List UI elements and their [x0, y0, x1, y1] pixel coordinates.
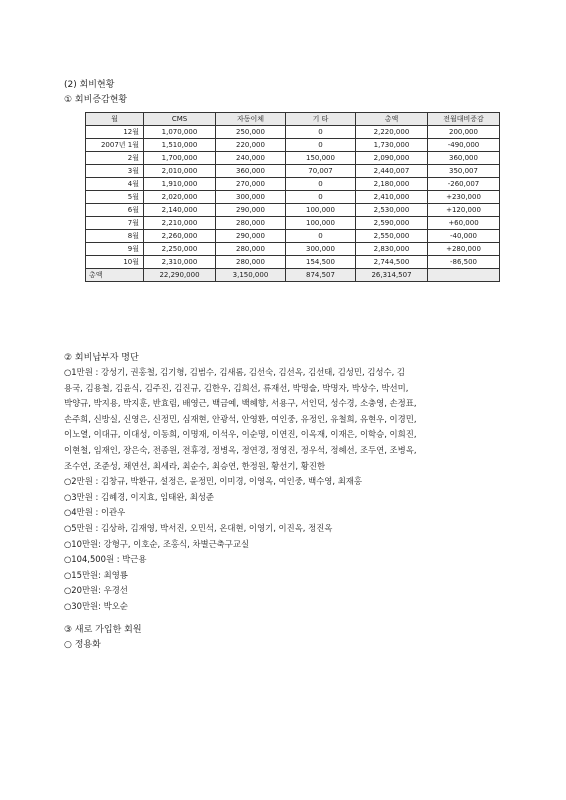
table-cell: 200,000 [428, 126, 500, 139]
table-cell: 2,744,500 [356, 256, 428, 269]
donor-line: ○1만원 : 강성기, 권홍철, 김기형, 김범수, 김새롬, 김선숙, 김선옥, 김선태, 김성민, 김성수, 김 [64, 367, 406, 377]
table-cell: 5월 [86, 191, 144, 204]
table-body [86, 126, 500, 282]
header-other: 기 타 [286, 113, 356, 126]
table-cell: 0 [286, 139, 356, 152]
table-cell: 290,000 [216, 204, 286, 217]
donor-line: ○5만원 : 김상하, 김재영, 박서진, 오민석, 온대현, 이영기, 이진옥, 정진옥 [64, 522, 333, 533]
header-total: 총액 [356, 113, 428, 126]
table-cell: 9월 [86, 243, 144, 256]
fee-change-title: ① 회비증감현황 [64, 95, 128, 105]
donor-line: ○4만원 : 이관우 [64, 507, 126, 518]
table-cell: 2,260,000 [144, 230, 216, 243]
table-cell: 2007년 1월 [86, 139, 144, 152]
table-cell: 154,500 [286, 256, 356, 269]
table-cell: 1,910,000 [144, 178, 216, 191]
new-members-title: ③ 새로 가입한 회원 [64, 625, 142, 635]
table-cell: 2,010,000 [144, 165, 216, 178]
table-row [86, 204, 500, 217]
table-cell: 총액 [86, 269, 144, 282]
table-cell: 240,000 [216, 152, 286, 165]
table-row [86, 165, 500, 178]
table-cell: 2,210,000 [144, 217, 216, 230]
table-cell: 8월 [86, 230, 144, 243]
donor-list-title: ② 회비납부자 명단 [64, 353, 139, 363]
table-cell: 270,000 [216, 178, 286, 191]
table-cell: 2,590,000 [356, 217, 428, 230]
table-cell: 874,507 [286, 269, 356, 282]
table-cell: 280,000 [216, 256, 286, 269]
table-cell: 3,150,000 [216, 269, 286, 282]
table-row [86, 178, 500, 191]
table-row [86, 126, 500, 139]
table-cell: 360,000 [216, 165, 286, 178]
table-cell: -86,500 [428, 256, 500, 269]
header-auto-transfer: 자동이체 [216, 113, 286, 126]
donor-line: ○15만원: 최영룡 [64, 569, 128, 580]
table-cell: 2,530,000 [356, 204, 428, 217]
table-cell: 2,440,007 [356, 165, 428, 178]
donor-line: 이노열, 이대규, 이대성, 이동희, 이명재, 이석우, 이순명, 이연진, 이옥재, 이재은, 이학승, 이희진, [64, 429, 417, 440]
table-row [86, 139, 500, 152]
table-cell: 4월 [86, 178, 144, 191]
table-cell: 12월 [86, 126, 144, 139]
table-row [86, 191, 500, 204]
table-row [86, 256, 500, 269]
total-row [86, 269, 500, 282]
table-cell: 280,000 [216, 217, 286, 230]
table-cell: -40,000 [428, 230, 500, 243]
donor-line: 조수연, 조준성, 채연선, 최세라, 최순수, 최승연, 한정원, 황선기, 황진한 [64, 460, 326, 471]
table-cell: 1,070,000 [144, 126, 216, 139]
table-cell: 22,290,000 [144, 269, 216, 282]
table-cell: 290,000 [216, 230, 286, 243]
table-cell: +120,000 [428, 204, 500, 217]
table-row [86, 230, 500, 243]
donor-line: ○104,500원 : 박근용 [64, 554, 147, 565]
donor-line: ○20만원: 우경선 [64, 585, 128, 596]
donor-line: ○10만원: 강형구, 이호순, 조홍식, 차별근축구교실 [64, 538, 250, 549]
table-cell: 2,020,000 [144, 191, 216, 204]
table-cell: +280,000 [428, 243, 500, 256]
table-cell: 6월 [86, 204, 144, 217]
table-cell: 2,250,000 [144, 243, 216, 256]
donor-line: 손주희, 신방실, 신영은, 신정민, 심재현, 안광석, 안영환, 여인중, 유정인, 유철희, 유현우, 이경민, [64, 413, 417, 424]
table-cell: 220,000 [216, 139, 286, 152]
table-cell: 300,000 [286, 243, 356, 256]
header-change: 전월대비증감 [428, 113, 500, 126]
donor-line: 이현철, 임재인, 장은숙, 전종원, 전휴경, 정병옥, 정연경, 정영진, 정우석, 정혜선, 조두연, 조병옥, [64, 444, 417, 455]
table-cell: 7월 [86, 217, 144, 230]
table-row [86, 243, 500, 256]
donor-line: ○30만원: 박오순 [64, 600, 128, 611]
table-cell: 0 [286, 230, 356, 243]
table-cell: +60,000 [428, 217, 500, 230]
table-cell: 2,310,000 [144, 256, 216, 269]
table-cell: 0 [286, 191, 356, 204]
table-cell: 150,000 [286, 152, 356, 165]
table-row [86, 152, 500, 165]
table-cell: 1,700,000 [144, 152, 216, 165]
table-cell: 2,090,000 [356, 152, 428, 165]
table-cell: 3월 [86, 165, 144, 178]
donor-line: ○2만원 : 김창규, 박환규, 설정은, 윤정민, 이미경, 이영옥, 여인중, 백수영, 최재홍 [64, 476, 362, 487]
table-cell: 2,410,000 [356, 191, 428, 204]
table-cell: 1,510,000 [144, 139, 216, 152]
section-title: (2) 회비현황 [64, 80, 115, 90]
table-header-row [86, 113, 500, 126]
table-cell: 2,180,000 [356, 178, 428, 191]
table-row [86, 217, 500, 230]
table-cell [428, 269, 500, 282]
table-cell: -260,007 [428, 178, 500, 191]
table-cell: 0 [286, 126, 356, 139]
donor-line: ○3만원 : 김혜경, 이지효, 임태완, 최성준 [64, 491, 215, 502]
table-cell: 100,000 [286, 217, 356, 230]
table-cell: 2,550,000 [356, 230, 428, 243]
donor-list [64, 365, 504, 615]
table-cell: 300,000 [216, 191, 286, 204]
donor-line: 박양규, 박지용, 박지훈, 반효림, 배영근, 백금예, 백혜향, 서용구, 서인덕, 성수경, 소충영, 손정표, [64, 398, 417, 409]
table-cell: 2,220,000 [356, 126, 428, 139]
table-cell: -490,000 [428, 139, 500, 152]
table-cell: 26,314,507 [356, 269, 428, 282]
table-cell: 0 [286, 178, 356, 191]
donor-line: 용국, 김용철, 김윤식, 김주진, 김진규, 김한우, 김희선, 류재선, 박명술, 박명자, 박상수, 박선미, [64, 382, 409, 393]
table-cell: 360,000 [428, 152, 500, 165]
table-cell: 280,000 [216, 243, 286, 256]
table-cell: 2,830,000 [356, 243, 428, 256]
table-cell: 350,007 [428, 165, 500, 178]
table-cell: 1,730,000 [356, 139, 428, 152]
table-cell: 2월 [86, 152, 144, 165]
header-cms: CMS [144, 113, 216, 126]
new-member-item: ○ 정용화 [64, 640, 101, 650]
table-cell: 10월 [86, 256, 144, 269]
table-cell: 100,000 [286, 204, 356, 217]
fee-status-table [85, 112, 500, 282]
header-month: 월 [86, 113, 144, 126]
table-cell: 70,007 [286, 165, 356, 178]
table-cell: +230,000 [428, 191, 500, 204]
table-cell: 250,000 [216, 126, 286, 139]
table-cell: 2,140,000 [144, 204, 216, 217]
